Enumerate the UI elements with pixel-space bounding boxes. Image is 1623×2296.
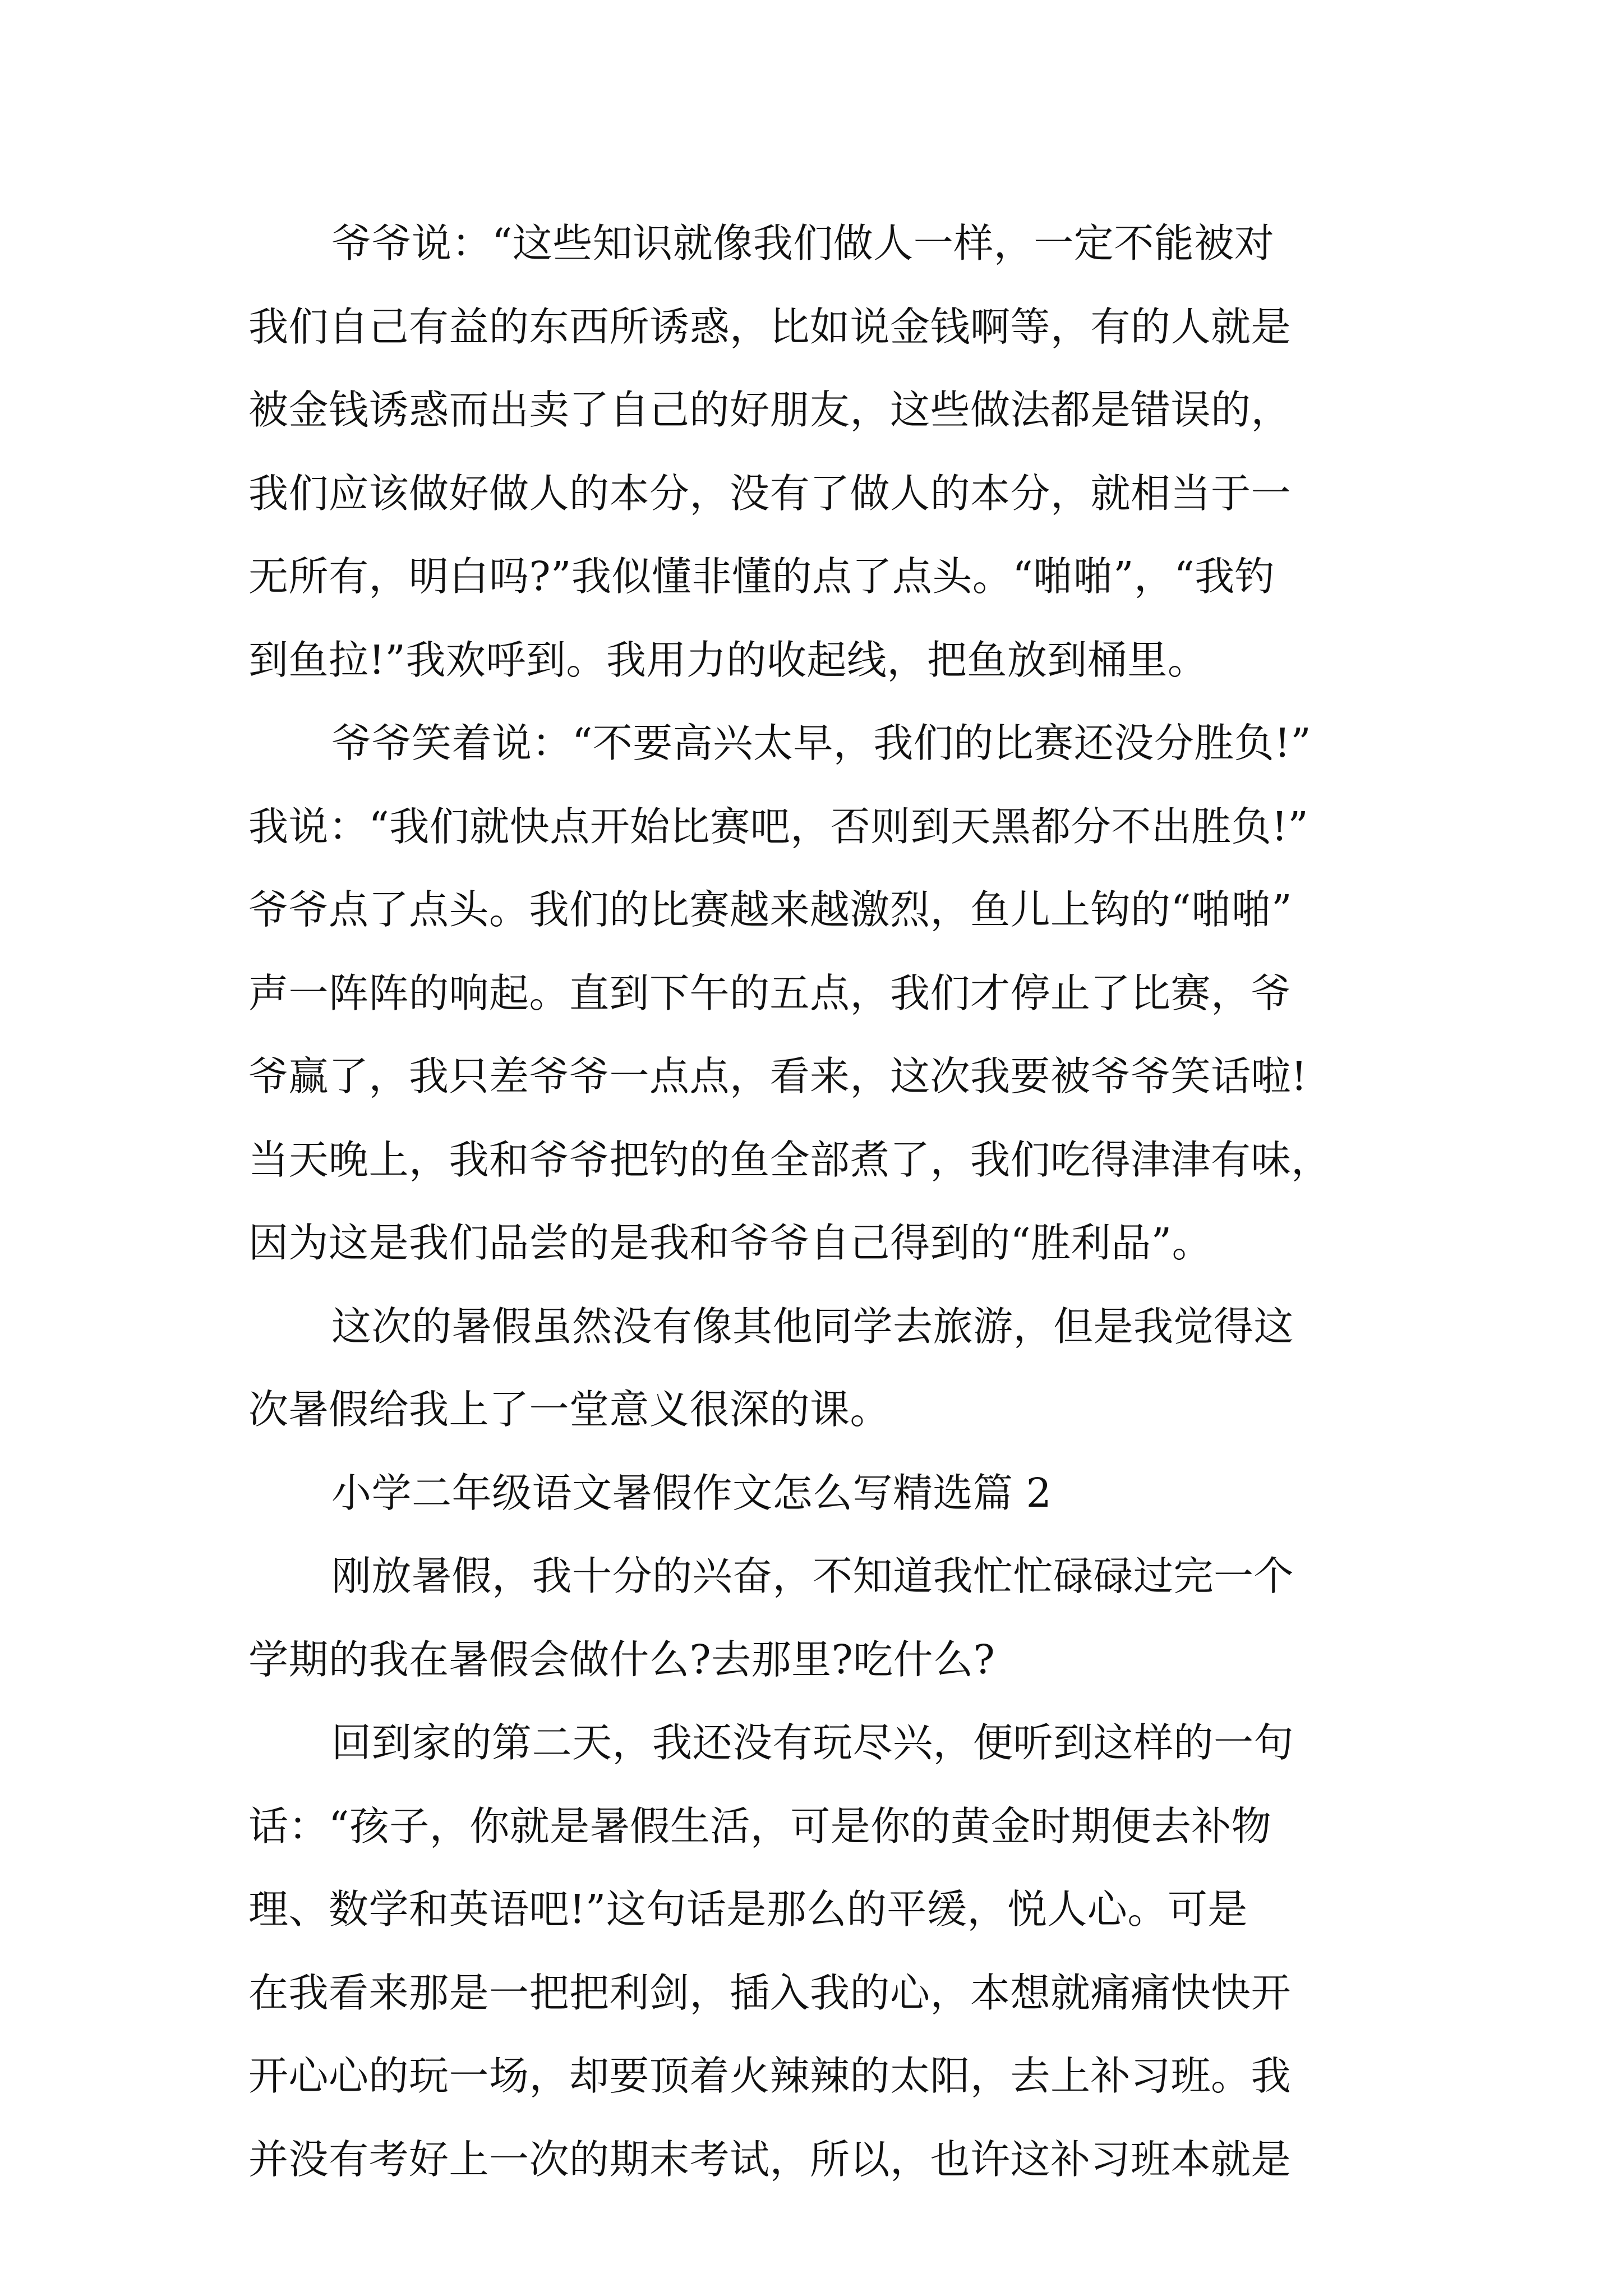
text-line: 在我看来那是一把把利剑，插入我的心，本想就痛痛快快开 bbox=[248, 1969, 1292, 2016]
text-line: 开心心的玩一场，却要顶着火辣辣的太阳，去上补习班。我 bbox=[248, 2053, 1292, 2099]
text-line: 无所有，明白吗?”我似懂非懂的点了点头。“啪啪”，“我钓 bbox=[248, 553, 1275, 600]
text-line: 爷爷笑着说：“不要高兴太早，我们的比赛还没分胜负!” bbox=[331, 720, 1312, 766]
text-line: 爷赢了，我只差爷爷一点点，看来，这次我要被爷爷笑话啦! bbox=[248, 1053, 1308, 1099]
text-line: 当天晚上，我和爷爷把钓的鱼全部煮了，我们吃得津津有味， bbox=[248, 1136, 1331, 1183]
text-line: 学期的我在暑假会做什么?去那里?吃什么? bbox=[248, 1636, 995, 1683]
text-line: 被金钱诱惑而出卖了自己的好朋友，这些做法都是错误的， bbox=[248, 386, 1292, 433]
text-line: 回到家的第二天，我还没有玩尽兴，便听到这样的一句 bbox=[331, 1719, 1294, 1766]
text-line: 我说：“我们就快点开始比赛吧，否则到天黑都分不出胜负!” bbox=[248, 803, 1309, 850]
text-line: 话：“孩子，你就是暑假生活，可是你的黄金时期便去补物 bbox=[248, 1802, 1272, 1849]
text-line: 因为这是我们品尝的是我和爷爷自己得到的“胜利品”。 bbox=[248, 1220, 1212, 1266]
text-line: 爷爷点了点头。我们的比赛越来越激烈，鱼儿上钩的“啪啪” bbox=[248, 886, 1293, 933]
text-line: 刚放暑假，我十分的兴奋，不知道我忙忙碌碌过完一个 bbox=[331, 1553, 1294, 1599]
text-line: 声一阵阵的响起。直到下午的五点，我们才停止了比赛，爷 bbox=[248, 969, 1292, 1016]
text-line: 次暑假给我上了一堂意义很深的课。 bbox=[248, 1386, 891, 1433]
text-line: 爷爷说：“这些知识就像我们做人一样，一定不能被对 bbox=[331, 220, 1275, 266]
text-line: 我们自己有益的东西所诱惑，比如说金钱啊等，有的人就是 bbox=[248, 303, 1292, 350]
document-body bbox=[248, 202, 1387, 2201]
section-heading: 小学二年级语文暑假作文怎么写精选篇 2 bbox=[331, 1469, 1052, 1516]
text-line: 到鱼拉!”我欢呼到。我用力的收起线，把鱼放到桶里。 bbox=[248, 636, 1208, 683]
text-line: 理、数学和英语吧!”这句话是那么的平缓，悦人心。可是 bbox=[248, 1886, 1248, 1932]
text-line: 并没有考好上一次的期末考试，所以，也许这补习班本就是 bbox=[248, 2136, 1292, 2183]
text-line: 这次的暑假虽然没有像其他同学去旅游，但是我觉得这 bbox=[331, 1303, 1294, 1350]
text-line: 我们应该做好做人的本分，没有了做人的本分，就相当于一 bbox=[248, 470, 1292, 517]
